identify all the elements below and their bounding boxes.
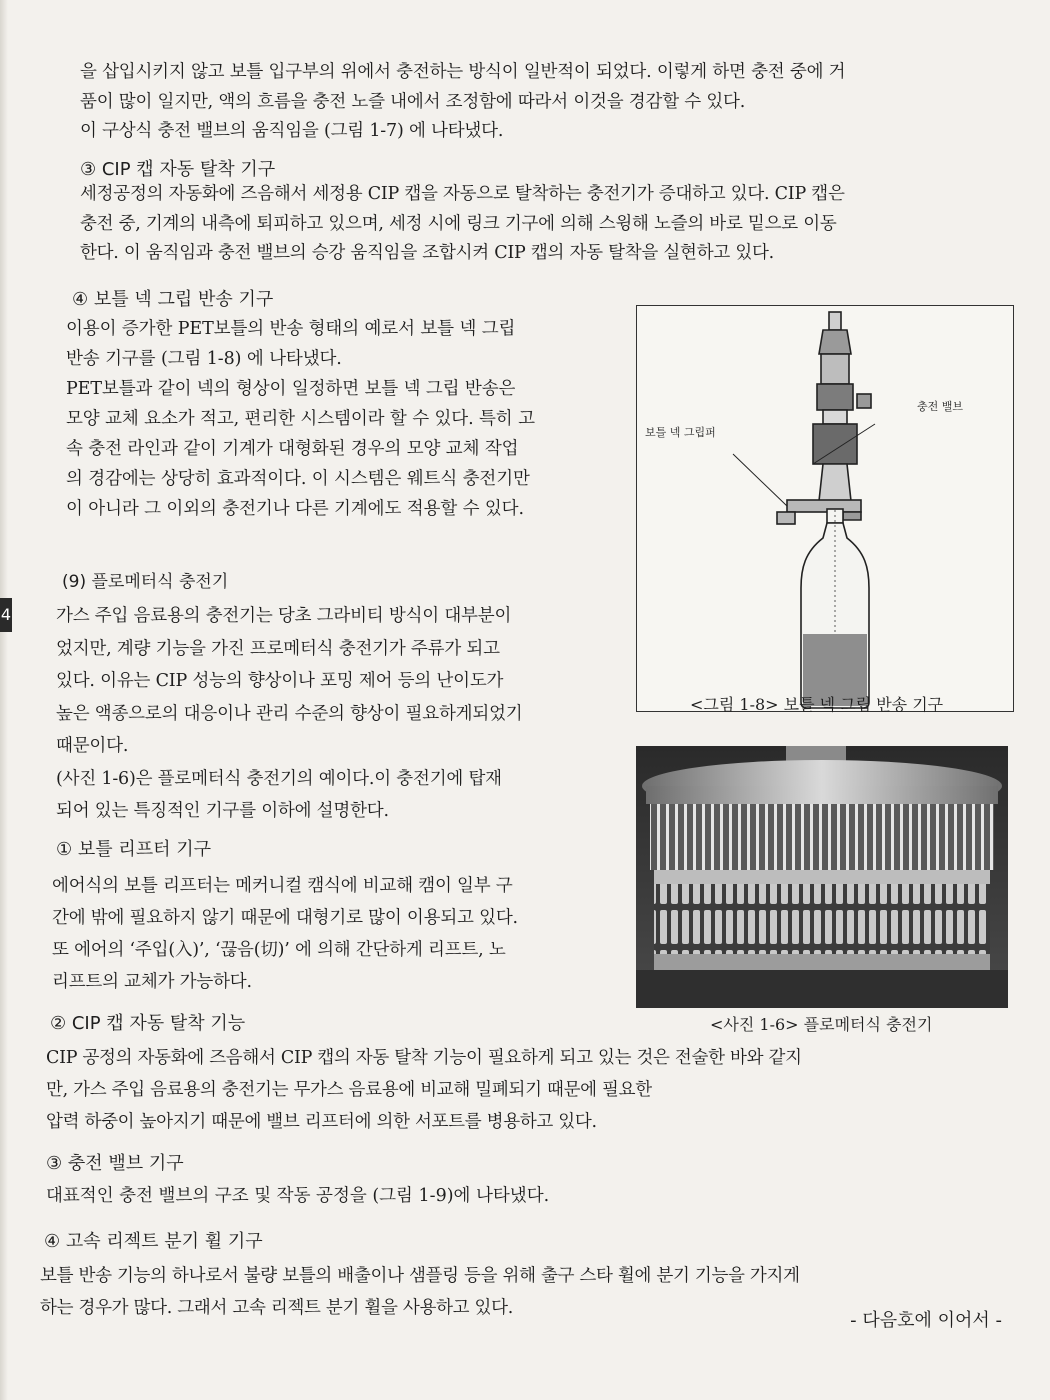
subsection-reject-wheel-paragraph xyxy=(40,1260,800,1324)
bottle-lifter-line-2: 간에 밖에 필요하지 않기 때문에 대형기로 많이 이용되고 있다. xyxy=(52,908,518,928)
intro-line-2: 품이 많이 일지만, 액의 흐름을 충전 노즐 내에서 조정함에 따라서 이것을 경감할 수 있다. xyxy=(80,91,746,112)
subsection-filling-valve-paragraph xyxy=(46,1182,549,1212)
flowmeter-line-7: 되어 있는 특징적인 기구를 이하에 설명한다. xyxy=(56,801,389,821)
neck-grip-line-1: 이용이 증가한 PET보틀의 반송 형태의 예로서 보틀 넥 그립 xyxy=(66,319,516,339)
flowmeter-line-2: 었지만, 계량 기능을 가진 프로메터식 충전기가 주류가 되고 xyxy=(56,638,500,659)
cip-cap-line-1: 세정공정의 자동화에 즈음해서 세정용 CIP 캡을 자동으로 탈착하는 충전기가 증대하고 있다. CIP 캡은 xyxy=(80,184,845,204)
page-edge xyxy=(0,0,8,1400)
bottle-lifter-line-4: 리프트의 교체가 가능하다. xyxy=(52,972,252,992)
subsection-filling-valve-heading: ③ 충전 밸브 기구 xyxy=(46,1153,184,1174)
label-neck-gripper: 보틀 넥 그립퍼 xyxy=(645,426,716,439)
section-cip-cap-heading: ③ CIP 캡 자동 탈착 기구 xyxy=(80,159,276,180)
subsection-cip-cap-heading: ② CIP 캡 자동 탈착 기능 xyxy=(50,1013,246,1034)
neck-grip-line-7: 이 아니라 그 이외의 충전기나 다른 기계에도 적용할 수 있다. xyxy=(66,499,524,519)
section-flowmeter-heading: (9) 플로메터식 충전기 xyxy=(62,572,229,592)
cip-cap-function-line-1: CIP 공정의 자동화에 즈음해서 CIP 캡의 자동 탈착 기능이 필요하게 되고 있는 것은 전술한 바와 같지 xyxy=(46,1048,802,1068)
filling-valve-diagram xyxy=(637,306,1013,711)
neck-grip-line-4: 모양 교체 요소가 적고, 편리한 시스템이라 할 수 있다. 특히 고 xyxy=(66,409,535,429)
photo-caption: <사진 1-6> 플로메터식 충전기 xyxy=(710,1015,933,1034)
page-side-tab: 4 xyxy=(0,598,12,632)
flowmeter-line-3: 있다. 이유는 CIP 성능의 향상이나 포밍 제어 등의 난이도가 xyxy=(56,671,504,691)
intro-line-3: 이 구상식 충전 밸브의 움직임을 (그림 1-7) 에 나타냈다. xyxy=(80,121,504,141)
label-filling-valve: 충전 밸브 xyxy=(917,400,964,413)
cip-cap-function-line-2: 만, 가스 주입 음료용의 충전기는 무가스 음료용에 비교해 밀폐되기 때문에 필요한 xyxy=(46,1080,652,1100)
flowmeter-line-5: 때문이다. xyxy=(56,736,129,756)
flowmeter-line-6: (사진 1-6)은 플로메터식 충전기의 예이다.이 충전기에 탑재 xyxy=(56,768,502,789)
figure-bottle-neck-grip xyxy=(636,305,1014,712)
continued-next-issue: - 다음호에 이어서 - xyxy=(850,1310,1002,1331)
section-neck-grip-paragraph xyxy=(66,314,535,524)
filler-machine-photo xyxy=(636,746,1008,1008)
section-neck-grip-heading: ④ 보틀 넥 그립 반송 기구 xyxy=(72,289,274,310)
figure-caption: <그림 1-8> 보틀 넥 그립 반송 기구 xyxy=(690,695,944,714)
bottle-lifter-line-1: 에어식의 보틀 리프터는 메커니컬 캠식에 비교해 캠이 일부 구 xyxy=(52,876,513,896)
intro-line-1: 을 삽입시키지 않고 보틀 입구부의 위에서 충전하는 방식이 일반적이 되었다. 이렇게 하면 충전 중에 거 xyxy=(80,62,846,82)
flowmeter-line-1: 가스 주입 음료용의 충전기는 당초 그라비티 방식이 대부분이 xyxy=(56,606,512,626)
photo-flowmeter-filler xyxy=(636,746,1008,1008)
neck-grip-line-5: 속 충전 라인과 같이 기계가 대형화된 경우의 모양 교체 작업 xyxy=(66,439,519,459)
flowmeter-line-4: 높은 액종으로의 대응이나 관리 수준의 향상이 필요하게되었기 xyxy=(56,703,523,724)
cip-cap-line-3: 한다. 이 움직임과 충전 밸브의 승강 움직임을 조합시켜 CIP 캡의 자동 탈착을 실현하고 있다. xyxy=(80,243,774,263)
subsection-bottle-lifter-heading: ① 보틀 리프터 기구 xyxy=(56,839,212,860)
subsection-cip-cap-paragraph xyxy=(46,1042,802,1138)
subsection-reject-wheel-heading: ④ 고속 리젝트 분기 휠 기구 xyxy=(44,1231,263,1252)
cip-cap-line-2: 충전 중, 기계의 내측에 퇴피하고 있으며, 세정 시에 링크 기구에 의해 스윙해 노즐의 바로 밑으로 이동 xyxy=(80,213,837,234)
neck-grip-line-3: PET보틀과 같이 넥의 형상이 일정하면 보틀 넥 그립 반송은 xyxy=(66,379,516,399)
neck-grip-line-6: 의 경감에는 상당히 효과적이다. 이 시스템은 웨트식 충전기만 xyxy=(66,469,530,489)
bottle-lifter-line-3: 또 에어의 ‘주입(入)’, ‘끊음(切)’ 에 의해 간단하게 리프트, 노 xyxy=(52,940,506,960)
cip-cap-function-line-3: 압력 하중이 높아지기 때문에 밸브 리프터에 의한 서포트를 병용하고 있다. xyxy=(46,1112,597,1132)
intro-paragraph xyxy=(80,58,845,147)
subsection-bottle-lifter-paragraph xyxy=(52,870,518,998)
reject-wheel-line-1: 보틀 반송 기능의 하나로서 불량 보틀의 배출이나 샘플링 등을 위해 출구 스타 휠에 분기 기능을 가지게 xyxy=(40,1266,800,1286)
section-flowmeter-paragraph xyxy=(56,600,523,828)
section-cip-cap-paragraph xyxy=(80,180,845,269)
neck-grip-line-2: 반송 기구를 (그림 1-8) 에 나타냈다. xyxy=(66,349,342,369)
filling-valve-line-1: 대표적인 충전 밸브의 구조 및 작동 공정을 (그림 1-9)에 나타냈다. xyxy=(46,1186,550,1206)
reject-wheel-line-2: 하는 경우가 많다. 그래서 고속 리젝트 분기 휠을 사용하고 있다. xyxy=(40,1298,514,1318)
